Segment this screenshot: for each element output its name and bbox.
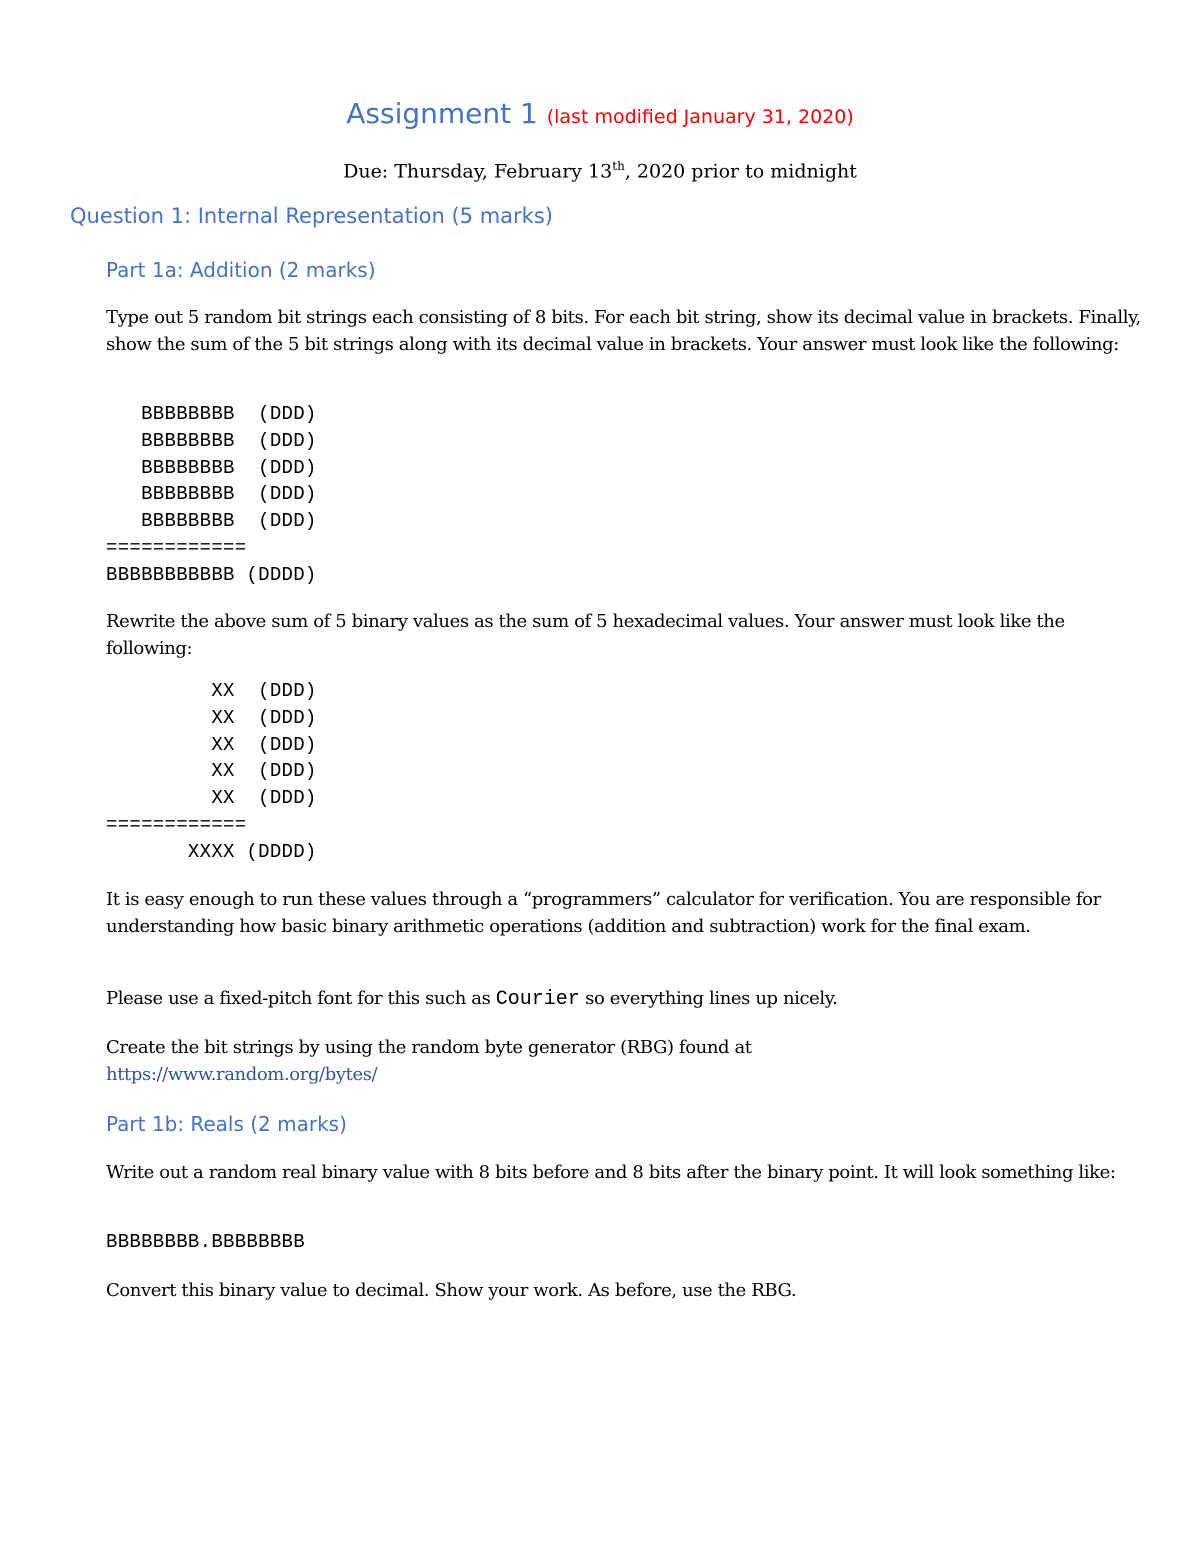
random-org-link[interactable]: https://www.random.org/bytes/	[106, 1064, 378, 1085]
assignment-title	[0, 94, 1200, 137]
courier-example: Courier	[495, 988, 580, 1011]
part-1a-heading: Part 1a: Addition (2 marks)	[106, 258, 376, 282]
part-1a-intro: Type out 5 random bit strings each consisting of 8 bits. For each bit string, show its decimal value in brackets. Finally, show the sum of the 5 bit strings along with its decimal value in brackets. Your answer must look like the following:	[106, 307, 1141, 355]
hex-intro: Rewrite the above sum of 5 binary values as the sum of 5 hexadecimal values. Your answer must look like the following:	[106, 611, 1065, 659]
hex-sum-example: XX (DDD) XX (DDD) XX (DDD) XX (DDD) XX (DDD) ============ XXXX (DDDD)	[106, 680, 317, 863]
due-prefix: Due: Thursday, February 13	[343, 160, 613, 183]
due-superscript: th	[612, 159, 625, 173]
due-date-line	[0, 152, 1200, 185]
question-1-heading: Question 1: Internal Representation (5 marks)	[70, 204, 553, 228]
title-main: Assignment 1	[346, 97, 538, 130]
title-modified-note: (last modified January 31, 2020)	[546, 106, 854, 128]
rbg-note-text: Create the bit strings by using the random byte generator (RBG) found at	[106, 1037, 752, 1058]
due-suffix: , 2020 prior to midnight	[624, 160, 857, 183]
calculator-note: It is easy enough to run these values through a “programmers” calculator for verification. You are responsible for understanding how basic binary arithmetic operations (addition and subtraction) work for the final exam.	[106, 889, 1101, 937]
font-note-before: Please use a fixed-pitch font for this such as	[106, 988, 496, 1009]
rbg-note	[106, 1034, 1146, 1088]
real-binary-example: BBBBBBBB.BBBBBBBB	[106, 1231, 305, 1253]
part-1b-instruction: Convert this binary value to decimal. Show your work. As before, use the RBG.	[106, 1280, 797, 1301]
font-note-after: so everything lines up nicely.	[579, 988, 838, 1009]
part-1b-heading: Part 1b: Reals (2 marks)	[106, 1112, 347, 1136]
part-1b-intro: Write out a random real binary value with 8 bits before and 8 bits after the binary point. It will look something like:	[106, 1162, 1116, 1183]
font-note	[106, 985, 1146, 1013]
binary-sum-example: BBBBBBBB (DDD) BBBBBBBB (DDD) BBBBBBBB (DDD) BBBBBBBB (DDD) BBBBBBBB (DDD) ============ BBBBBBBBBBB (DDDD)	[106, 403, 317, 586]
